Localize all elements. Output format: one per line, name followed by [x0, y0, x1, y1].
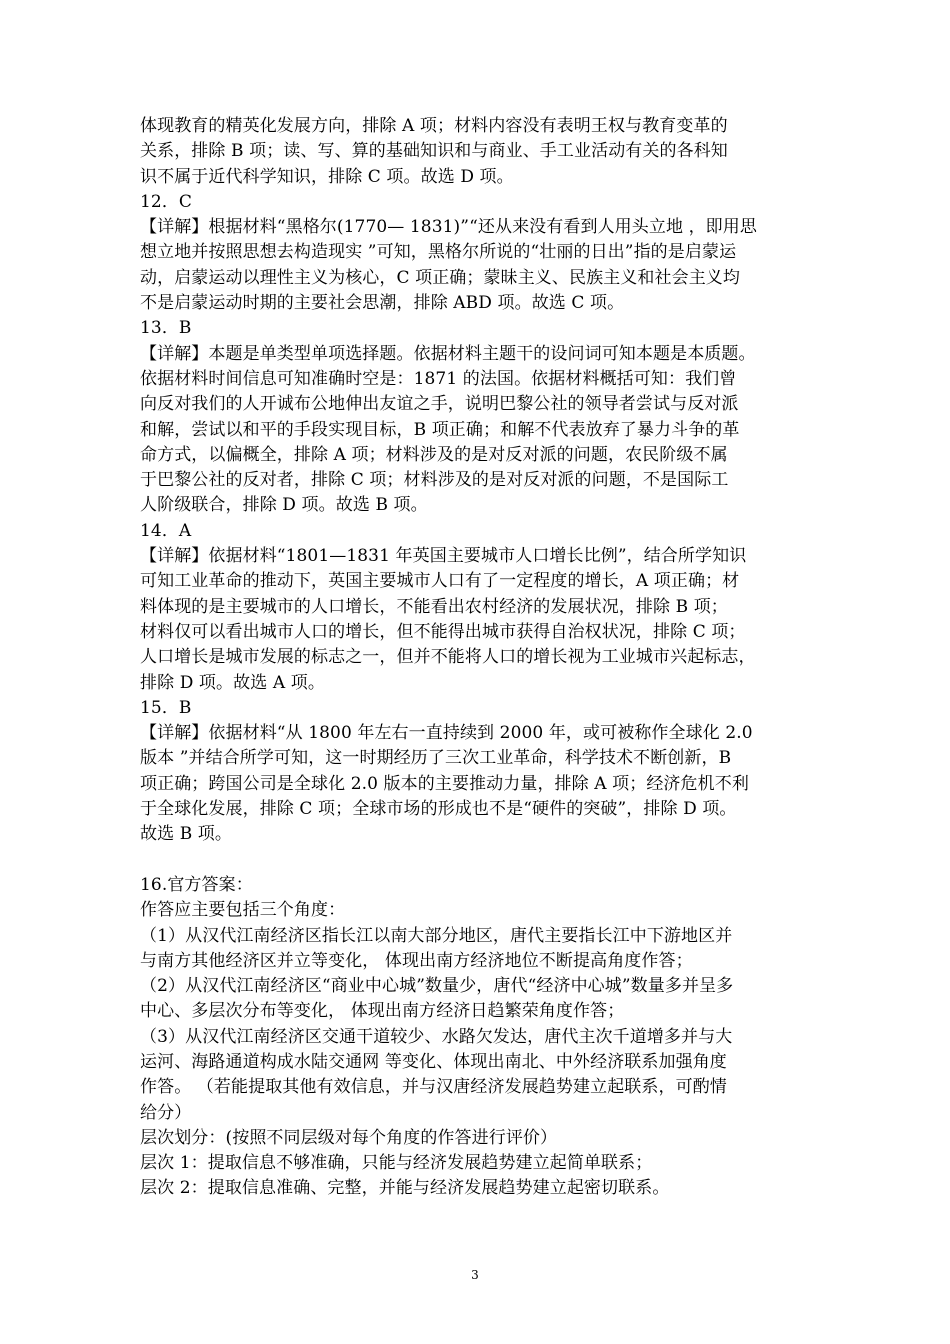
text-line: 于巴黎公社的反对者，排除 C 项；材料涉及的是对反对派的问题，不是国际工	[140, 470, 729, 491]
text-line: 层次 2：提取信息准确、完整，并能与经济发展趋势建立起密切联系。	[140, 1178, 670, 1199]
text-line: 版本 ”并结合所学可知，这一时期经历了三次工业革命，科学技术不断创新，B	[140, 748, 732, 769]
text-line: 材料仅可以看出城市人口的增长，但不能得出城市获得自治权状况，排除 C 项；	[140, 621, 746, 642]
text-line: 16.官方答案：	[140, 874, 253, 895]
text-line: 13．B	[140, 318, 192, 339]
text-line: 人阶级联合，排除 D 项。故选 B 项。	[140, 495, 428, 516]
text-line: （3）从汉代江南经济区交通干道较少、水路欠发达，唐代主次千道增多并与大	[140, 1026, 733, 1047]
text-line: 与南方其他经济区并立等变化， 体现出南方经济地位不断提高角度作答；	[140, 950, 693, 971]
text-line: 【详解】依据材料“1801—1831 年英国主要城市人口增长比例”，结合所学知识	[140, 546, 747, 567]
text-line: 运河、海路通道构成水陆交通网 等变化、体现出南北、中外经济联系加强角度	[140, 1051, 727, 1072]
text-line: 【详解】本题是单类型单项选择题。依据材料主题干的设问词可知本题是本质题。	[140, 343, 756, 364]
page-number: 3	[471, 1268, 479, 1282]
text-line: 【详解】根据材料“黑格尔(1770— 1831)”“还从来没有看到人用头立地 ，即用思	[140, 217, 757, 238]
text-line: 关系，排除 B 项；读、写、算的基础知识和与商业、手工业活动有关的各科知	[140, 141, 728, 162]
text-line: 项正确；跨国公司是全球化 2.0 版本的主要推动力量，排除 A 项；经济危机不利	[140, 773, 749, 794]
text-line: （2）从汉代江南经济区“商业中心城”数量少，唐代“经济中心城”数量多并呈多	[140, 976, 734, 997]
text-line: 作答。 （若能提取其他有效信息，并与汉唐经济发展趋势建立起联系，可酌情	[140, 1077, 727, 1098]
text-line: 识不属于近代科学知识，排除 C 项。故选 D 项。	[140, 166, 514, 187]
text-line: 12．C	[140, 191, 193, 212]
text-line: 动，启蒙运动以理性主义为核心，C 项正确；蒙昧主义、民族主义和社会主义均	[140, 267, 741, 288]
text-line: 依据材料时间信息可知准确时空是：1871 的法国。依据材料概括可知：我们曾	[140, 368, 737, 389]
text-line: 中心、多层次分布等变化， 体现出南方经济日趋繁荣角度作答；	[140, 1001, 625, 1022]
text-line: 给分）	[140, 1102, 192, 1123]
text-line: 向反对我们的人开诚布公地伸出友谊之手，说明巴黎公社的领导者尝试与反对派	[140, 394, 739, 415]
text-line: 于全球化发展，排除 C 项；全球市场的形成也不是“硬件的突破”，排除 D 项。	[140, 799, 737, 820]
text-line: 人口增长是城市发展的标志之一，但并不能将人口的增长视为工业城市兴起标志，	[140, 647, 756, 668]
text-line: 作答应主要包括三个角度：	[140, 900, 346, 921]
text-line: 14．A	[140, 520, 192, 541]
document-body	[140, 114, 820, 1202]
text-line: 【详解】依据材料“从 1800 年左右一直持续到 2000 年，或可被称作全球化 2.0	[140, 723, 753, 744]
text-line: 15．B	[140, 697, 192, 718]
text-line: 料体现的是主要城市的人口增长，不能看出农村经济的发展状况，排除 B 项；	[140, 596, 728, 617]
text-line: 可知工业革命的推动下，英国主要城市人口有了一定程度的增长，A 项正确；材	[140, 571, 740, 592]
text-line: （1）从汉代江南经济区指长江以南大部分地区，唐代主要指长江中下游地区并	[140, 925, 733, 946]
text-line: 层次划分：(按照不同层级对每个角度的作答进行评价）	[140, 1127, 558, 1148]
text-line: 故选 B 项。	[140, 824, 233, 845]
text-line: 体现教育的精英化发展方向，排除 A 项；材料内容没有表明王权与教育变革的	[140, 116, 728, 136]
blank-line	[140, 848, 820, 873]
text-line: 不是启蒙运动时期的主要社会思潮，排除 ABD 项。故选 C 项。	[140, 293, 625, 314]
text-line: 层次 1：提取信息不够准确，只能与经济发展趋势建立起简单联系；	[140, 1153, 653, 1174]
text-line: 想立地并按照思想去构造现实 ”可知，黑格尔所说的“壮丽的日出”指的是启蒙运	[140, 242, 737, 263]
text-line: 排除 D 项。故选 A 项。	[140, 672, 325, 693]
text-line: 和解，尝试以和平的手段实现目标，B 项正确；和解不代表放弃了暴力斗争的革	[140, 419, 740, 440]
text-line: 命方式，以偏概全，排除 A 项；材料涉及的是对反对派的问题，农民阶级不属	[140, 444, 728, 465]
